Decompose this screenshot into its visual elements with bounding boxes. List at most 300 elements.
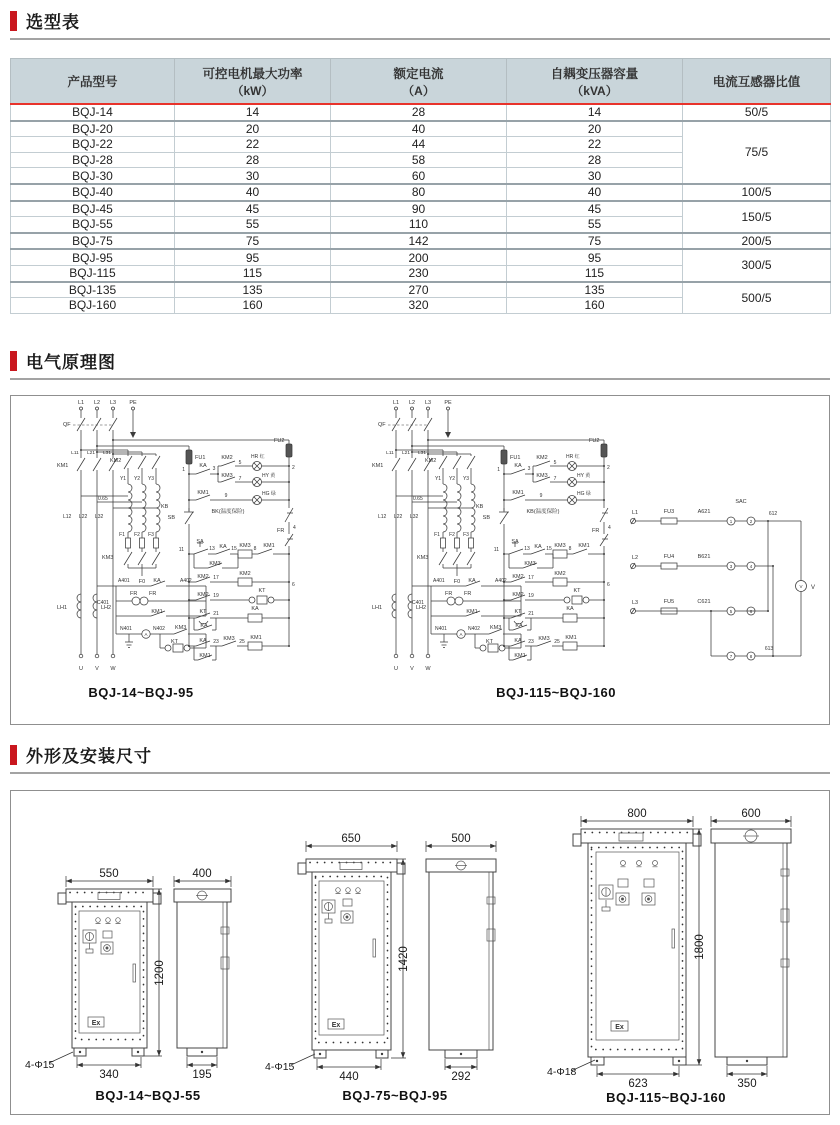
red-bar-icon bbox=[10, 351, 17, 371]
schematic-label: 3 bbox=[729, 564, 733, 569]
schematic-label: KM2 bbox=[239, 571, 251, 577]
selection-table bbox=[10, 58, 831, 314]
table-cell: 142 bbox=[331, 233, 507, 250]
ct-ratio-cell: 75/5 bbox=[683, 121, 831, 184]
schematic-label: 6 bbox=[749, 609, 753, 614]
table-cell: 28 bbox=[175, 152, 331, 168]
schematic-label: KM3 bbox=[221, 473, 233, 479]
dim-side-mount: 195 bbox=[192, 1069, 212, 1081]
dim-side-width: 500 bbox=[451, 833, 471, 845]
schematic-label: U bbox=[79, 666, 83, 672]
cabinet-caption: BQJ-115~BQJ-160 bbox=[606, 1090, 726, 1105]
schematic-label: KM1 bbox=[512, 490, 524, 496]
schematic-label: SB bbox=[482, 515, 490, 521]
table-cell: 320 bbox=[331, 298, 507, 314]
table-cell: 30 bbox=[175, 168, 331, 184]
table-cell: 22 bbox=[175, 137, 331, 153]
schematic-label: 5 bbox=[729, 609, 733, 614]
schematic-label: 0.65 bbox=[98, 496, 108, 502]
cabinet-group-2 bbox=[265, 833, 496, 1103]
schematic-label: Y3 bbox=[462, 476, 470, 482]
schematic-label: FU2 bbox=[274, 438, 285, 444]
table-cell: 28 bbox=[331, 104, 507, 121]
schematic-label: FU2 bbox=[589, 438, 600, 444]
schematic-label: KA bbox=[514, 638, 522, 644]
ex-mark: Ex bbox=[91, 1020, 101, 1027]
schematic-frame bbox=[10, 395, 830, 725]
dim-side-width: 600 bbox=[741, 808, 761, 820]
column-header: 产品型号 bbox=[11, 59, 175, 105]
schematic-label: KM2 bbox=[512, 592, 524, 598]
schematic-label: L22 bbox=[79, 514, 88, 520]
table-row bbox=[11, 249, 831, 265]
schematic-label: KT bbox=[514, 609, 522, 615]
schematic-label: KB bbox=[161, 504, 169, 510]
schematic-label: HR 红 bbox=[251, 454, 265, 460]
schematic-label: KM1 bbox=[372, 463, 384, 469]
schematic-label: 4 bbox=[749, 564, 753, 569]
schematic-label: L1 bbox=[392, 400, 400, 406]
table-cell: 22 bbox=[507, 137, 683, 153]
schematic-label: FR bbox=[592, 528, 600, 534]
schematic-label: V bbox=[95, 666, 99, 672]
schematic-label: W bbox=[425, 666, 431, 672]
voltmeter-selector-circuit bbox=[631, 517, 807, 660]
dim-height: 1800 bbox=[694, 934, 706, 960]
circuit-diagram-bqj115-160 bbox=[388, 407, 608, 660]
schematic-label: F1 bbox=[119, 532, 125, 538]
table-cell: 110 bbox=[331, 217, 507, 233]
schematic-label: 17 bbox=[213, 575, 219, 581]
table-cell: 28 bbox=[507, 152, 683, 168]
schematic-label: V bbox=[811, 585, 816, 591]
schematic-label: SA bbox=[511, 539, 519, 545]
schematic-label: FR bbox=[149, 591, 157, 597]
schematic-label: A621 bbox=[697, 509, 711, 515]
schematic-label: L11 bbox=[386, 451, 394, 456]
table-row bbox=[11, 201, 831, 217]
schematic-label: KM2 bbox=[110, 458, 122, 464]
dim-side-mount: 292 bbox=[451, 1071, 471, 1083]
schematic-caption: BQJ-115~BQJ-160 bbox=[496, 685, 616, 700]
schematic-label: 8 bbox=[568, 546, 572, 552]
table-cell: 75 bbox=[507, 233, 683, 250]
schematic-label: SAC bbox=[735, 499, 747, 505]
table-cell: BQJ-135 bbox=[11, 282, 175, 298]
schematic-label: L2 bbox=[632, 555, 639, 561]
schematic-label: KM3 bbox=[490, 625, 502, 631]
schematic-label: V bbox=[799, 584, 803, 590]
schematic-label: F0 bbox=[138, 579, 146, 585]
table-row bbox=[11, 233, 831, 250]
schematic-label: 25 bbox=[554, 639, 560, 645]
schematic-label: FR bbox=[464, 591, 472, 597]
table-cell: 95 bbox=[175, 249, 331, 265]
table-cell: 45 bbox=[507, 201, 683, 217]
table-cell: BQJ-28 bbox=[11, 152, 175, 168]
schematic-label: L31 bbox=[417, 451, 427, 456]
cabinet-caption: BQJ-14~BQJ-55 bbox=[95, 1088, 201, 1103]
table-cell: BQJ-55 bbox=[11, 217, 175, 233]
schematic-label: KA bbox=[251, 606, 259, 612]
schematic-label: KM1 bbox=[578, 543, 590, 549]
schematic-label: 25 bbox=[239, 639, 245, 645]
schematic-label: KM3 bbox=[102, 555, 114, 561]
schematic-label: N401 bbox=[435, 626, 447, 632]
schematic-label: KM1 bbox=[565, 635, 577, 641]
schematic-label: KM2 bbox=[221, 455, 233, 461]
schematic-label: 4 bbox=[608, 525, 611, 531]
schematic-label: HY 黄 bbox=[262, 473, 276, 479]
schematic-label: L32 bbox=[95, 514, 104, 520]
table-cell: 115 bbox=[175, 265, 331, 281]
schematic-label: B621 bbox=[697, 554, 711, 560]
schematic-label: KT bbox=[171, 639, 179, 645]
table-cell: 160 bbox=[507, 298, 683, 314]
schematic-label: L1 bbox=[632, 510, 639, 516]
table-cell: BQJ-40 bbox=[11, 184, 175, 201]
schematic-label: KM1 bbox=[199, 653, 211, 659]
table-cell: 14 bbox=[175, 104, 331, 121]
schematic-label: 1 bbox=[497, 467, 500, 473]
dim-front-width: 550 bbox=[99, 868, 119, 880]
schematic-label: KT bbox=[258, 588, 266, 594]
schematic-label: 15 bbox=[231, 546, 237, 552]
table-cell: 45 bbox=[175, 201, 331, 217]
schematic-label: KT bbox=[486, 639, 494, 645]
column-header: 电流互感器比值 bbox=[683, 59, 831, 105]
schematic-label: 1 bbox=[729, 519, 733, 524]
table-cell: 20 bbox=[175, 121, 331, 137]
table-row bbox=[11, 282, 831, 298]
table-cell: 90 bbox=[331, 201, 507, 217]
dim-side-width: 400 bbox=[192, 868, 212, 880]
schematic-label: 2 bbox=[607, 465, 610, 471]
schematic-label: A402 bbox=[495, 578, 507, 584]
schematic-label: L3 bbox=[109, 400, 117, 406]
schematic-label: 9 bbox=[224, 493, 228, 499]
ex-mark: Ex bbox=[615, 1024, 624, 1031]
table-cell: 40 bbox=[175, 184, 331, 201]
schematic-label: 13 bbox=[209, 546, 215, 552]
section-title-block bbox=[10, 8, 830, 40]
schematic-label: KA bbox=[468, 578, 476, 584]
schematic-label: N402 bbox=[468, 626, 480, 632]
schematic-label: F2 bbox=[134, 532, 140, 538]
schematic-label: KA bbox=[199, 463, 207, 469]
table-cell: 135 bbox=[175, 282, 331, 298]
table-cell: BQJ-30 bbox=[11, 168, 175, 184]
dim-front-mount: 623 bbox=[628, 1078, 648, 1090]
dim-height: 1420 bbox=[398, 946, 410, 972]
schematic-label: F3 bbox=[463, 532, 469, 538]
schematic-label: LH1 bbox=[57, 605, 68, 611]
schematic-label: KA bbox=[200, 623, 208, 629]
ct-ratio-cell: 100/5 bbox=[683, 184, 831, 201]
dim-holes: 4-Φ15 bbox=[265, 1061, 295, 1073]
schematic-label: KM1 bbox=[514, 653, 526, 659]
schematic-label: L21 bbox=[86, 451, 96, 456]
schematic-label: KM1 bbox=[151, 609, 163, 615]
schematic-label: 7 bbox=[238, 476, 242, 482]
schematic-label: F0 bbox=[453, 579, 461, 585]
dim-front-mount: 440 bbox=[339, 1071, 359, 1083]
ct-ratio-cell: 500/5 bbox=[683, 282, 831, 314]
schematic-svg bbox=[11, 396, 829, 724]
schematic-label: KM2 bbox=[197, 592, 209, 598]
schematic-label: 1 bbox=[182, 467, 185, 473]
schematic-label: KM3 bbox=[536, 473, 548, 479]
dim-height: 1200 bbox=[154, 960, 166, 986]
schematic-label: L12 bbox=[378, 514, 387, 520]
schematic-label: A402 bbox=[180, 578, 192, 584]
schematic-label: L3 bbox=[424, 400, 432, 406]
schematic-label: SB bbox=[167, 515, 175, 521]
cabinet-group-3 bbox=[547, 808, 791, 1105]
schematic-label: 6 bbox=[607, 582, 610, 588]
table-cell: 40 bbox=[331, 121, 507, 137]
dim-front-width: 800 bbox=[627, 808, 647, 820]
dim-holes: 4-Φ15 bbox=[25, 1059, 55, 1071]
schematic-label: KB bbox=[476, 504, 484, 510]
schematic-label: L32 bbox=[410, 514, 419, 520]
table-cell: 14 bbox=[507, 104, 683, 121]
schematic-label: 2 bbox=[292, 465, 295, 471]
table-cell: 80 bbox=[331, 184, 507, 201]
table-cell: 58 bbox=[331, 152, 507, 168]
selection-table-head bbox=[11, 59, 831, 105]
schematic-label: 2 bbox=[749, 519, 753, 524]
schematic-label: FU5 bbox=[663, 599, 675, 605]
schematic-label: BK(温度保险) bbox=[211, 509, 245, 515]
section-schematic bbox=[10, 348, 830, 725]
schematic-label: 19 bbox=[528, 593, 534, 599]
schematic-label: KA bbox=[153, 578, 161, 584]
schematic-label: A401 bbox=[118, 578, 130, 584]
schematic-label: L21 bbox=[401, 451, 411, 456]
schematic-label: U bbox=[394, 666, 398, 672]
schematic-label: 13 bbox=[524, 546, 530, 552]
schematic-label: KA bbox=[566, 606, 574, 612]
schematic-label: 23 bbox=[213, 639, 219, 645]
table-cell: BQJ-160 bbox=[11, 298, 175, 314]
table-cell: 55 bbox=[175, 217, 331, 233]
table-cell: 230 bbox=[331, 265, 507, 281]
table-cell: BQJ-14 bbox=[11, 104, 175, 121]
ct-ratio-cell: 200/5 bbox=[683, 233, 831, 250]
schematic-label: PE bbox=[129, 400, 137, 406]
table-cell: 95 bbox=[507, 249, 683, 265]
section-selection-table bbox=[10, 8, 830, 314]
schematic-label: A bbox=[144, 632, 148, 637]
table-cell: 135 bbox=[507, 282, 683, 298]
table-cell: BQJ-115 bbox=[11, 265, 175, 281]
table-cell: 270 bbox=[331, 282, 507, 298]
table-cell: 30 bbox=[507, 168, 683, 184]
schematic-label: KM2 bbox=[554, 571, 566, 577]
schematic-label: 7 bbox=[729, 654, 733, 659]
schematic-label: F2 bbox=[449, 532, 455, 538]
column-header: 自耦变压器容量 （kVA） bbox=[507, 59, 683, 105]
schematic-label: 4 bbox=[293, 525, 296, 531]
schematic-label: KA bbox=[534, 544, 542, 550]
ex-mark: Ex bbox=[331, 1022, 341, 1029]
schematic-label: L22 bbox=[394, 514, 403, 520]
schematic-label: 15 bbox=[546, 546, 552, 552]
schematic-label: KA bbox=[514, 463, 522, 469]
ct-ratio-cell: 300/5 bbox=[683, 249, 831, 281]
table-row bbox=[11, 104, 831, 121]
section-title: 外形及安装尺寸 bbox=[26, 747, 152, 766]
schematic-label: N402 bbox=[153, 626, 165, 632]
schematic-label: KM1 bbox=[250, 635, 262, 641]
schematic-label: 612 bbox=[768, 511, 778, 517]
table-cell: 44 bbox=[331, 137, 507, 153]
dim-holes: 4-Φ18 bbox=[547, 1066, 577, 1078]
red-bar-icon bbox=[10, 745, 17, 765]
schematic-label: Y2 bbox=[133, 476, 141, 482]
schematic-label: KM3 bbox=[554, 543, 566, 549]
schematic-label: KM1 bbox=[466, 609, 478, 615]
schematic-label: KM3 bbox=[175, 625, 187, 631]
table-cell: BQJ-20 bbox=[11, 121, 175, 137]
section-dimensions bbox=[10, 742, 830, 1115]
section-title-block bbox=[10, 348, 830, 380]
schematic-label: A bbox=[459, 632, 463, 637]
schematic-label: PE bbox=[444, 400, 452, 406]
table-cell: BQJ-45 bbox=[11, 201, 175, 217]
schematic-label: KM1 bbox=[197, 490, 209, 496]
schematic-label: KM3 bbox=[223, 636, 235, 642]
schematic-label: L2 bbox=[408, 400, 416, 406]
schematic-label: KT bbox=[573, 588, 581, 594]
schematic-label: FU1 bbox=[510, 455, 521, 461]
schematic-label: L31 bbox=[102, 451, 112, 456]
column-header: 额定电流 （A） bbox=[331, 59, 507, 105]
schematic-label: KM3 bbox=[209, 561, 221, 567]
dim-front-width: 650 bbox=[341, 833, 361, 845]
schematic-label: 3 bbox=[212, 466, 216, 472]
schematic-label: FU1 bbox=[195, 455, 206, 461]
schematic-label: KM2 bbox=[425, 458, 437, 464]
schematic-label: KM2 bbox=[197, 574, 209, 580]
cabinet-caption: BQJ-75~BQJ-95 bbox=[342, 1088, 448, 1103]
dimensions-frame bbox=[10, 790, 830, 1115]
schematic-label: C621 bbox=[697, 599, 711, 605]
schematic-label: KA bbox=[199, 638, 207, 644]
schematic-label: L12 bbox=[63, 514, 72, 520]
schematic-label: F1 bbox=[434, 532, 440, 538]
table-cell: 115 bbox=[507, 265, 683, 281]
schematic-label: W bbox=[110, 666, 116, 672]
table-cell: BQJ-22 bbox=[11, 137, 175, 153]
dim-front-mount: 340 bbox=[99, 1069, 119, 1081]
schematic-label: V bbox=[410, 666, 414, 672]
schematic-label: QF bbox=[63, 422, 71, 428]
schematic-label: 19 bbox=[213, 593, 219, 599]
table-cell: 60 bbox=[331, 168, 507, 184]
schematic-label: LH2 bbox=[416, 605, 427, 611]
table-cell: 160 bbox=[175, 298, 331, 314]
schematic-label: KB(温度保险) bbox=[526, 509, 560, 515]
schematic-label: 17 bbox=[528, 575, 534, 581]
schematic-label: F3 bbox=[148, 532, 154, 538]
schematic-label: A401 bbox=[433, 578, 445, 584]
schematic-label: 8 bbox=[253, 546, 257, 552]
schematic-label: 613 bbox=[764, 646, 774, 652]
schematic-label: 21 bbox=[528, 611, 534, 617]
schematic-label: L3 bbox=[632, 600, 639, 606]
table-row bbox=[11, 121, 831, 137]
schematic-label: C401 bbox=[412, 600, 424, 606]
schematic-label: FU4 bbox=[663, 554, 675, 560]
schematic-label: C401 bbox=[97, 600, 109, 606]
ct-ratio-cell: 150/5 bbox=[683, 201, 831, 233]
schematic-label: 5 bbox=[238, 460, 242, 466]
selection-table-body bbox=[11, 104, 831, 313]
schematic-label: 0.65 bbox=[413, 496, 423, 502]
schematic-label: KM2 bbox=[536, 455, 548, 461]
schematic-label: 21 bbox=[213, 611, 219, 617]
schematic-label: KA bbox=[219, 544, 227, 550]
schematic-label: FR bbox=[277, 528, 285, 534]
schematic-label: FU3 bbox=[663, 509, 675, 515]
circuit-diagram-bqj14-95 bbox=[73, 407, 293, 660]
schematic-label: Y3 bbox=[147, 476, 155, 482]
schematic-label: L11 bbox=[71, 451, 79, 456]
schematic-label: KM1 bbox=[263, 543, 275, 549]
dimensions-svg bbox=[11, 791, 829, 1114]
schematic-label: 6 bbox=[292, 582, 295, 588]
schematic-label: KM1 bbox=[57, 463, 69, 469]
schematic-label: KA bbox=[515, 623, 523, 629]
table-row bbox=[11, 184, 831, 201]
schematic-label: LH1 bbox=[372, 605, 383, 611]
red-bar-icon bbox=[10, 11, 17, 31]
schematic-label: L1 bbox=[77, 400, 85, 406]
schematic-label: HG 绿 bbox=[577, 491, 591, 497]
table-cell: BQJ-95 bbox=[11, 249, 175, 265]
table-cell: 55 bbox=[507, 217, 683, 233]
schematic-label: Y1 bbox=[119, 476, 127, 482]
section-title-block bbox=[10, 742, 830, 774]
table-cell: 20 bbox=[507, 121, 683, 137]
schematic-label: KM3 bbox=[417, 555, 429, 561]
section-title: 电气原理图 bbox=[26, 353, 116, 372]
schematic-label: Y1 bbox=[434, 476, 442, 482]
table-cell: 40 bbox=[507, 184, 683, 201]
column-header: 可控电机最大功率 （kW） bbox=[175, 59, 331, 105]
table-cell: BQJ-75 bbox=[11, 233, 175, 250]
schematic-label: 5 bbox=[553, 460, 557, 466]
schematic-label: KT bbox=[199, 609, 207, 615]
schematic-label: 3 bbox=[527, 466, 531, 472]
schematic-label: FR bbox=[445, 591, 453, 597]
schematic-caption: BQJ-14~BQJ-95 bbox=[88, 685, 194, 700]
schematic-label: KM3 bbox=[538, 636, 550, 642]
schematic-label: KM3 bbox=[524, 561, 536, 567]
schematic-label: HG 绿 bbox=[262, 491, 276, 497]
schematic-label: HY 黄 bbox=[577, 473, 591, 479]
schematic-label: LH2 bbox=[101, 605, 112, 611]
schematic-label: FR bbox=[130, 591, 138, 597]
table-cell: 75 bbox=[175, 233, 331, 250]
schematic-label: SA bbox=[196, 539, 204, 545]
schematic-label: 11 bbox=[178, 547, 184, 553]
schematic-label: 7 bbox=[553, 476, 557, 482]
schematic-label: KM3 bbox=[239, 543, 251, 549]
schematic-label: 8 bbox=[749, 654, 753, 659]
